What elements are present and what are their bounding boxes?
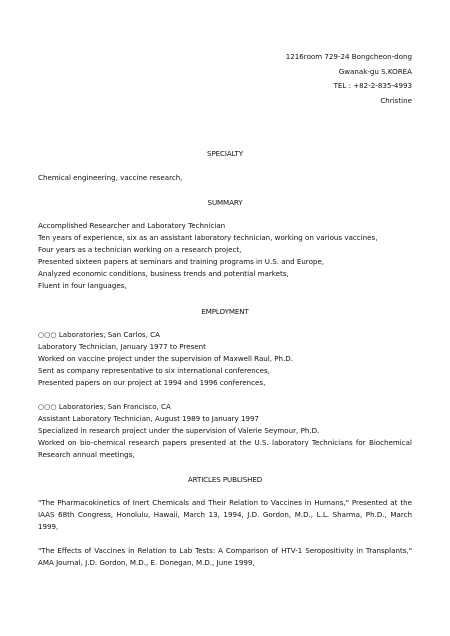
summary-section [38,220,412,292]
job-title: Laboratory Technician, January 1977 to Present [38,342,206,351]
summary-line: Four years as a technician working on a research project, [38,245,242,254]
address-line-district: Gwanak-gu S.KOREA [338,66,412,76]
contact-address [286,50,412,108]
employment-heading: EMPLOYMENT [201,307,249,316]
summary-line: Fluent in four languages, [38,281,127,290]
job-detail: Presented papers on our project at 1994 and 1996 conferences, [38,378,266,387]
summary-line: Ten years of experience, six as an assistant laboratory technician, working on various vaccines, [38,233,378,242]
article-citation: "The Pharmacokinetics of Inert Chemicals and Their Relation to Vaccines in Humans," Presented at the IAAS 68th Congress, Honolulu, Hawaii, March 13, 1994, J.D. Gordon, M.D., L.L. Sharma, Ph.D., March 1999, [38,498,412,531]
article-item [38,497,412,533]
specialty-section [38,172,412,184]
job-employer: ○○○ Laboratories, San Francisco, CA [38,402,171,411]
articles-heading: ARTICLES PUBLISHED [187,475,263,484]
job-title: Assistant Laboratory Technician, August 1989 to January 1997 [38,414,260,423]
specialty-text: Chemical engineering, vaccine research, [38,173,183,182]
job-detail: Worked on bio-chemical research papers presented at the U.S. laboratory Technicians for Biochemical Research annual meetings, [38,438,412,459]
job-detail: Worked on vaccine project under the supervision of Maxwell Raul, Ph.D. [38,354,294,363]
summary-line: Presented sixteen papers at seminars and training programs in U.S. and Europe, [38,257,325,266]
employment-job-1 [38,329,412,389]
address-line-name: Christine [380,95,412,105]
summary-line: Accomplished Researcher and Laboratory Technician [38,221,226,230]
job-detail: Sent as company representative to six international conferences, [38,366,270,375]
article-citation: "The Effects of Vaccines in Relation to Lab Tests: A Comparison of HTV-1 Seropositivity in Transplants," AMA Journal, J.D. Gordon, M.D., E. Donegan, M.D., June 1999, [38,546,412,567]
summary-heading: SUMMARY [207,198,243,207]
job-employer: ○○○ Laboratories, San Carlos, CA [38,330,160,339]
specialty-heading: SPECIALTY [207,149,243,158]
address-line-street: 1216room 729-24 Bongcheon-dong [285,52,412,61]
job-detail: Specialized in research project under the supervision of Valerie Seymour, Ph.D. [38,426,320,435]
summary-line: Analyzed economic conditions, business trends and potential markets, [38,269,289,278]
article-item [38,545,412,569]
employment-job-2 [38,401,412,461]
address-line-phone: TEL : +82-2-835-4993 [333,81,412,90]
